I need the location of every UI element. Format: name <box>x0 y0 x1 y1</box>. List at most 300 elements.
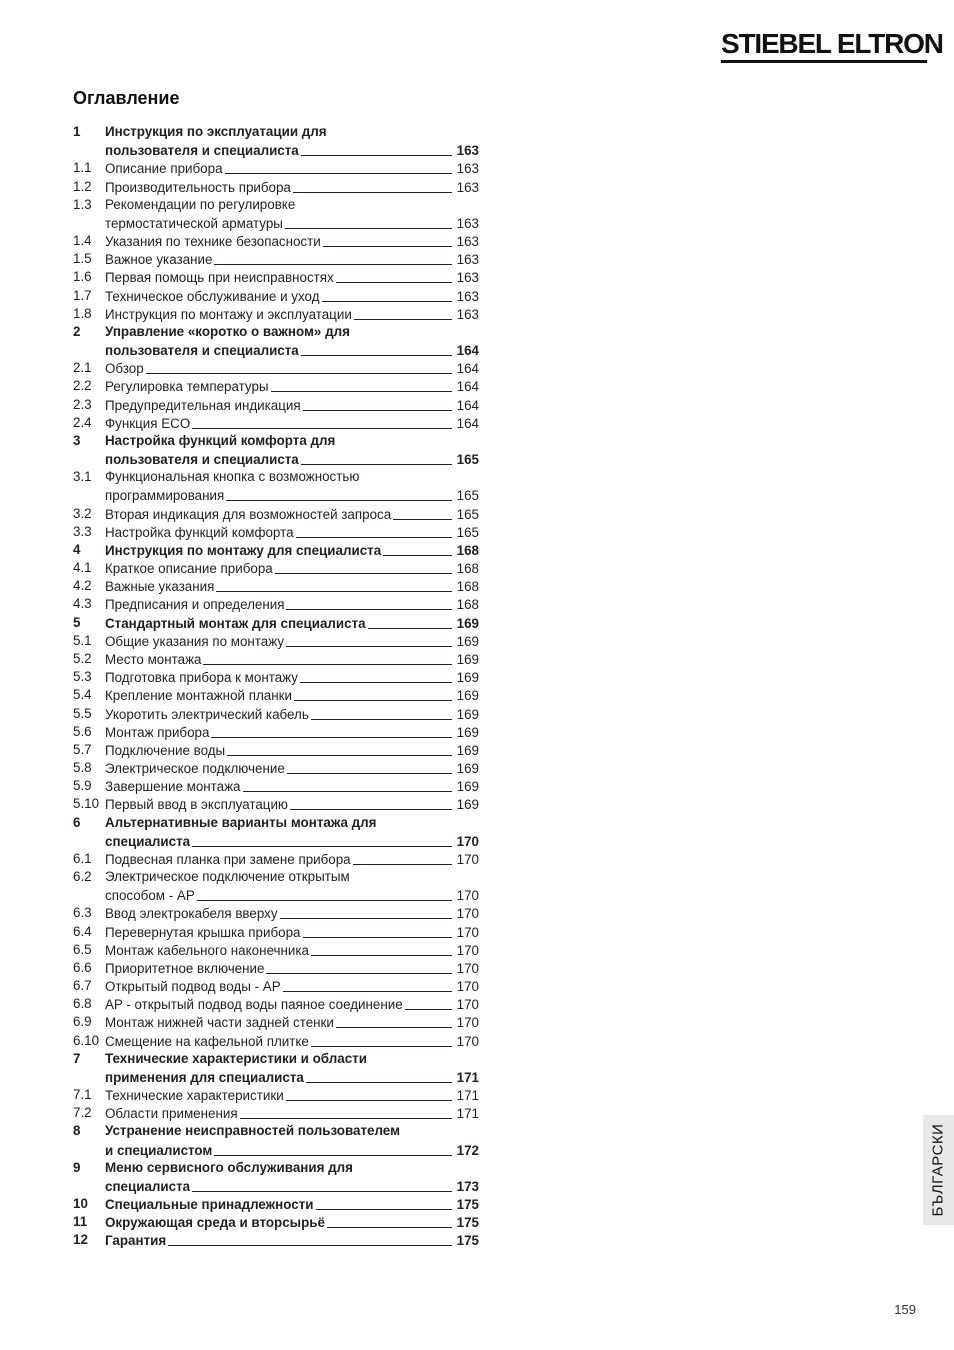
toc-number: 2.1 <box>73 360 92 376</box>
toc-leader-line <box>168 1232 452 1246</box>
toc-entry[interactable] <box>73 1141 479 1159</box>
toc-entry-line <box>105 705 479 724</box>
toc-entry-line <box>105 450 479 469</box>
toc-title: Монтаж прибора <box>105 724 210 740</box>
toc-page-number: 164 <box>456 415 479 431</box>
toc-entry[interactable] <box>73 1213 479 1231</box>
toc-number: 5.3 <box>73 669 92 685</box>
toc-entry-line <box>105 923 479 942</box>
toc-entry[interactable] <box>73 141 479 159</box>
toc-title: Первый ввод в эксплуатацию <box>105 797 288 813</box>
toc-leader-line <box>383 542 452 556</box>
toc-page-number: 168 <box>456 579 479 595</box>
toc-number: 6.1 <box>73 850 92 866</box>
toc-entry[interactable] <box>73 178 479 196</box>
toc-page-number: 169 <box>456 706 479 722</box>
toc-leader-line <box>293 179 452 193</box>
toc-entry[interactable] <box>73 396 479 414</box>
toc-entry-line <box>105 832 479 851</box>
toc-title: Описание прибора <box>105 161 223 177</box>
toc-entry-line <box>105 1068 479 1087</box>
toc-title-line: Функциональная кнопка с возможностью <box>105 469 360 485</box>
toc-entry[interactable] <box>73 723 479 741</box>
toc-number: 2.3 <box>73 396 92 412</box>
toc-entry-line <box>105 1177 479 1196</box>
toc-page-number: 169 <box>456 615 479 631</box>
toc-title: Обзор <box>105 361 144 377</box>
toc-entry-line <box>105 959 479 978</box>
toc-leader-line <box>300 669 452 683</box>
toc-entry-line <box>105 650 479 669</box>
toc-page-number: 172 <box>456 1142 479 1158</box>
toc-title-line: Инструкция по эксплуатации для <box>105 124 327 139</box>
toc-number: 6.3 <box>73 905 92 921</box>
toc-entry[interactable] <box>73 268 479 286</box>
toc-leader-line <box>311 1033 452 1047</box>
toc-page-number: 169 <box>456 688 479 704</box>
toc-title: Крепление монтажной планки <box>105 688 292 704</box>
toc-leader-line <box>311 942 452 956</box>
toc-entry[interactable] <box>73 450 479 468</box>
toc-page-number: 164 <box>456 397 479 413</box>
toc-leader-line <box>286 1087 452 1101</box>
toc-entry-line <box>105 795 479 814</box>
toc-leader-line <box>146 360 452 374</box>
toc-number: 3.2 <box>73 505 92 521</box>
toc-entry[interactable] <box>73 959 479 977</box>
toc-entry[interactable] <box>73 305 479 323</box>
toc-number: 1.1 <box>73 160 92 176</box>
toc-title: Техническое обслуживание и уход <box>105 288 320 304</box>
language-tab-label: БЪЛГАРСКИ <box>929 1123 947 1217</box>
toc-number: 6.5 <box>73 941 92 957</box>
toc-leader-line <box>405 996 452 1010</box>
toc-number: 6.4 <box>73 923 92 939</box>
toc-title: Технические характеристики <box>105 1088 284 1104</box>
toc-entry-line <box>105 577 479 596</box>
toc-page-number: 164 <box>456 379 479 395</box>
toc-entry[interactable] <box>73 359 479 377</box>
toc-entry[interactable] <box>73 1086 479 1104</box>
toc-number: 3 <box>73 432 81 448</box>
toc-page-number: 168 <box>456 561 479 577</box>
toc-entry-line <box>105 214 479 233</box>
toc-entry[interactable] <box>73 287 479 305</box>
toc-title: Завершение монтажа <box>105 779 241 795</box>
toc-entry[interactable] <box>73 232 479 250</box>
toc-entry-line <box>105 632 479 651</box>
toc-entry[interactable] <box>73 705 479 723</box>
toc-title: Производительность прибора <box>105 179 291 195</box>
toc-number: 1 <box>73 124 81 139</box>
toc-number: 11 <box>73 1214 88 1230</box>
toc-number: 2 <box>73 323 81 339</box>
toc-title-line: Альтернативные варианты монтажа для <box>105 814 377 830</box>
toc-entry-heading-line <box>73 468 479 486</box>
toc-title: и специалистом <box>105 1142 213 1158</box>
toc-page-number: 165 <box>456 524 479 540</box>
toc-entry[interactable] <box>73 1068 479 1086</box>
toc-leader-line <box>322 288 452 302</box>
toc-title: Краткое описание прибора <box>105 561 273 577</box>
toc-page-number: 165 <box>456 506 479 522</box>
toc-title: способом - AP <box>105 888 195 904</box>
toc-page-number: 175 <box>456 1197 479 1213</box>
toc-page-number: 170 <box>456 833 479 849</box>
toc-number: 12 <box>73 1232 88 1248</box>
toc-leader-line <box>296 524 452 538</box>
toc-number: 5.5 <box>73 705 92 721</box>
toc-number: 1.6 <box>73 269 92 285</box>
toc-page-number: 165 <box>456 452 479 468</box>
toc-title: Указания по технике безопасности <box>105 234 321 250</box>
toc-entry-line <box>105 595 479 614</box>
toc-entry[interactable] <box>73 614 479 632</box>
toc-page-number: 170 <box>456 851 479 867</box>
toc-entry-line <box>105 686 479 705</box>
toc-entry[interactable] <box>73 486 479 504</box>
toc-page-number: 163 <box>456 252 479 268</box>
toc-page-number: 169 <box>456 651 479 667</box>
toc-title: Области применения <box>105 1106 238 1122</box>
toc-title: Гарантия <box>105 1233 167 1249</box>
toc-title: применения для специалиста <box>105 1069 304 1085</box>
toc-page-number: 163 <box>456 234 479 250</box>
toc-title: Первая помощь при неисправностях <box>105 270 334 286</box>
toc-entry[interactable] <box>73 777 479 795</box>
toc-entry[interactable] <box>73 741 479 759</box>
toc-page-number: 169 <box>456 779 479 795</box>
toc-entry[interactable] <box>73 1104 479 1122</box>
toc-number: 6.2 <box>73 869 92 885</box>
toc-entry[interactable] <box>73 341 479 359</box>
toc-entry-line <box>105 1141 479 1160</box>
toc-number: 5.10 <box>73 796 100 812</box>
toc-entry[interactable] <box>73 850 479 868</box>
toc-leader-line <box>216 578 452 592</box>
toc-entry[interactable] <box>73 886 479 904</box>
brand-logo <box>721 28 943 63</box>
toc-entry-heading-line <box>73 196 479 214</box>
toc-title-line: Рекомендации по регулировке <box>105 196 296 212</box>
toc-entry-heading-line <box>73 814 479 832</box>
toc-leader-line <box>294 687 452 701</box>
toc-entry-line <box>105 886 479 905</box>
toc-title: Настройка функций комфорта <box>105 524 294 540</box>
toc-leader-line <box>211 724 452 738</box>
toc-entry[interactable] <box>73 759 479 777</box>
toc-entry[interactable] <box>73 505 479 523</box>
brand-logo-underline <box>721 60 927 63</box>
toc-entry[interactable] <box>73 1013 479 1031</box>
toc-entry[interactable] <box>73 595 479 613</box>
toc-entry[interactable] <box>73 250 479 268</box>
toc-entry[interactable] <box>73 686 479 704</box>
table-of-contents <box>73 123 479 1250</box>
toc-entry-line <box>105 1104 479 1123</box>
toc-entry-line <box>105 904 479 923</box>
toc-title-line: Электрическое подключение открытым <box>105 869 350 885</box>
page-number: 159 <box>894 1302 916 1317</box>
toc-number: 4 <box>73 541 81 557</box>
toc-title: пользователя и специалиста <box>105 452 299 468</box>
toc-entry-line <box>105 1032 479 1051</box>
toc-page-number: 164 <box>456 343 479 359</box>
toc-entry-heading-line <box>73 323 479 341</box>
toc-leader-line <box>203 651 452 665</box>
toc-entry-line <box>105 777 479 796</box>
toc-number: 1.5 <box>73 251 92 267</box>
toc-number: 1.2 <box>73 178 92 194</box>
toc-page-number: 163 <box>456 179 479 195</box>
toc-title: Окружающая среда и вторсырьё <box>105 1215 325 1231</box>
toc-title: специалиста <box>105 1178 191 1194</box>
toc-entry[interactable] <box>73 995 479 1013</box>
toc-title: Укоротить электрический кабель <box>105 706 309 722</box>
toc-number: 1.3 <box>73 196 92 212</box>
toc-number: 4.1 <box>73 560 92 576</box>
toc-page-number: 170 <box>456 906 479 922</box>
toc-page-number: 170 <box>456 979 479 995</box>
toc-leader-line <box>192 1178 452 1192</box>
toc-entry[interactable] <box>73 941 479 959</box>
brand-logo-text: STIEBEL ELTRON <box>721 28 943 59</box>
toc-leader-line <box>287 760 452 774</box>
toc-entry[interactable] <box>73 904 479 922</box>
toc-page-number: 169 <box>456 761 479 777</box>
toc-entry-line <box>105 250 479 269</box>
toc-number: 7.1 <box>73 1087 92 1103</box>
toc-entry-line <box>105 941 479 960</box>
toc-title: Вторая индикация для возможностей запроса <box>105 506 392 522</box>
toc-entry-line <box>105 1195 479 1214</box>
toc-leader-line <box>303 924 453 938</box>
toc-leader-line <box>286 633 452 647</box>
toc-number: 5.4 <box>73 687 92 703</box>
toc-page-number: 163 <box>456 306 479 322</box>
toc-number: 8 <box>73 1123 81 1139</box>
toc-title: термостатической арматуры <box>105 215 283 231</box>
toc-entry[interactable] <box>73 414 479 432</box>
toc-title-line: Настройка функций комфорта для <box>105 432 336 448</box>
toc-entry[interactable] <box>73 1032 479 1050</box>
toc-entry[interactable] <box>73 923 479 941</box>
toc-leader-line <box>311 706 452 720</box>
toc-entry-heading-line <box>73 432 479 450</box>
toc-entry-line <box>105 178 479 197</box>
toc-entry-line <box>105 159 479 178</box>
toc-entry[interactable] <box>73 1195 479 1213</box>
toc-entry-line <box>105 414 479 433</box>
toc-page-number: 170 <box>456 924 479 940</box>
toc-leader-line <box>240 1105 452 1119</box>
toc-leader-line <box>327 1214 452 1228</box>
toc-title: Монтаж нижней части задней стенки <box>105 1015 334 1031</box>
toc-page-number: 170 <box>456 997 479 1013</box>
toc-number: 2.4 <box>73 414 92 430</box>
toc-page-number: 168 <box>456 542 479 558</box>
toc-leader-line <box>336 269 452 283</box>
toc-entry-line <box>105 741 479 760</box>
toc-page-number: 169 <box>456 797 479 813</box>
toc-leader-line <box>271 378 452 392</box>
toc-number: 7 <box>73 1050 81 1066</box>
toc-number: 5.6 <box>73 723 92 739</box>
toc-title: Подключение воды <box>105 742 226 758</box>
toc-title: Важные указания <box>105 579 215 595</box>
toc-entry-line <box>105 1013 479 1032</box>
toc-entry[interactable] <box>73 977 479 995</box>
toc-entry-heading-line <box>73 1159 479 1177</box>
toc-entry-heading-line <box>73 868 479 886</box>
toc-number: 5.8 <box>73 760 92 776</box>
toc-number: 5.1 <box>73 632 92 648</box>
toc-title: Приоритетное включение <box>105 960 265 976</box>
toc-page-number: 170 <box>456 888 479 904</box>
toc-number: 6 <box>73 814 81 830</box>
toc-number: 3.3 <box>73 523 92 539</box>
toc-entry[interactable] <box>73 1231 479 1249</box>
toc-page-number: 163 <box>456 270 479 286</box>
toc-leader-line <box>303 397 452 411</box>
toc-entry[interactable] <box>73 214 479 232</box>
toc-number: 6.8 <box>73 996 92 1012</box>
toc-leader-line <box>266 960 452 974</box>
toc-title: Стандартный монтаж для специалиста <box>105 615 366 631</box>
toc-page-number: 170 <box>456 1015 479 1031</box>
toc-page-number: 175 <box>456 1233 479 1249</box>
toc-number: 7.2 <box>73 1105 92 1121</box>
toc-entry[interactable] <box>73 832 479 850</box>
toc-title: Монтаж кабельного наконечника <box>105 942 309 958</box>
toc-entry-line <box>105 305 479 324</box>
toc-page-number: 169 <box>456 724 479 740</box>
toc-number: 6.6 <box>73 959 92 975</box>
toc-title: Подвесная планка при замене прибора <box>105 851 351 867</box>
toc-entry-line <box>105 486 479 505</box>
toc-title: Функция ECO <box>105 415 191 431</box>
toc-entry[interactable] <box>73 159 479 177</box>
toc-entry-line <box>105 850 479 869</box>
toc-leader-line <box>301 451 452 465</box>
toc-leader-line <box>243 778 452 792</box>
toc-entry[interactable] <box>73 1177 479 1195</box>
toc-page-number: 165 <box>456 488 479 504</box>
toc-leader-line <box>393 506 452 520</box>
toc-entry-line <box>105 995 479 1014</box>
toc-title: Общие указания по монтажу <box>105 633 285 649</box>
toc-leader-line <box>227 742 452 756</box>
toc-entry[interactable] <box>73 377 479 395</box>
toc-title: Электрическое подключение <box>105 761 285 777</box>
toc-leader-line <box>214 1142 452 1156</box>
toc-entry-line <box>105 359 479 378</box>
toc-leader-line <box>285 215 452 229</box>
toc-title: Инструкция по монтажу и эксплуатации <box>105 306 352 322</box>
toc-leader-line <box>280 905 452 919</box>
toc-page-number: 163 <box>456 288 479 304</box>
toc-entry-line <box>105 759 479 778</box>
toc-entry-line <box>105 614 479 633</box>
toc-leader-line <box>353 851 452 865</box>
toc-number: 2.2 <box>73 378 92 394</box>
toc-entry-line <box>105 723 479 742</box>
toc-page-number: 164 <box>456 361 479 377</box>
toc-entry-line <box>105 232 479 251</box>
toc-leader-line <box>368 615 452 629</box>
toc-entry[interactable] <box>73 577 479 595</box>
toc-leader-line <box>192 833 452 847</box>
toc-entry-line <box>105 396 479 415</box>
toc-number: 4.3 <box>73 596 92 612</box>
toc-entry-line <box>105 377 479 396</box>
toc-leader-line <box>301 342 452 356</box>
toc-leader-line <box>197 887 452 901</box>
toc-number: 5.2 <box>73 650 92 666</box>
toc-leader-line <box>275 560 452 574</box>
toc-title-line: Технические характеристики и области <box>105 1050 367 1066</box>
toc-title: Регулировка температуры <box>105 379 269 395</box>
toc-page-number: 163 <box>456 143 479 159</box>
page-title: Оглавление <box>73 88 180 108</box>
toc-entry-line <box>105 1231 479 1250</box>
toc-leader-line <box>336 1014 452 1028</box>
toc-title: Подготовка прибора к монтажу <box>105 670 298 686</box>
toc-entry-line <box>105 341 479 360</box>
toc-title: Предупредительная индикация <box>105 397 301 413</box>
toc-entry-line <box>105 523 479 542</box>
toc-number: 1.4 <box>73 233 92 249</box>
toc-entry-heading-line <box>73 1122 479 1140</box>
toc-leader-line <box>225 160 452 174</box>
toc-number: 5.9 <box>73 778 92 794</box>
toc-entry[interactable] <box>73 668 479 686</box>
toc-number: 6.7 <box>73 978 92 994</box>
toc-entry-line <box>105 268 479 287</box>
toc-page-number: 169 <box>456 670 479 686</box>
toc-entry[interactable] <box>73 795 479 813</box>
toc-title: Инструкция по монтажу для специалиста <box>105 542 382 558</box>
toc-entry[interactable] <box>73 632 479 650</box>
toc-title: Смещение на кафельной плитке <box>105 1033 309 1049</box>
toc-leader-line <box>316 1196 452 1210</box>
toc-leader-line <box>283 978 452 992</box>
toc-entry[interactable] <box>73 541 479 559</box>
toc-page-number: 175 <box>456 1215 479 1231</box>
toc-title: Открытый подвод воды - AP <box>105 979 281 995</box>
toc-entry[interactable] <box>73 523 479 541</box>
toc-number: 3.1 <box>73 469 92 485</box>
toc-entry-line <box>105 1213 479 1232</box>
toc-page-number: 170 <box>456 1033 479 1049</box>
toc-entry-line <box>105 505 479 524</box>
toc-title: пользователя и специалиста <box>105 143 299 159</box>
toc-leader-line <box>286 596 452 610</box>
toc-entry[interactable] <box>73 559 479 577</box>
toc-entry-heading-line <box>73 1050 479 1068</box>
toc-page-number: 163 <box>456 161 479 177</box>
toc-title-line: Устранение неисправностей пользователем <box>105 1123 400 1139</box>
toc-page-number: 171 <box>456 1069 479 1085</box>
toc-number: 10 <box>73 1196 88 1212</box>
toc-number: 5 <box>73 614 81 630</box>
toc-number: 1.8 <box>73 305 92 321</box>
toc-entry[interactable] <box>73 650 479 668</box>
toc-title: Место монтажа <box>105 651 202 667</box>
toc-number: 1.7 <box>73 287 92 303</box>
toc-number: 9 <box>73 1159 81 1175</box>
toc-title: пользователя и специалиста <box>105 343 299 359</box>
